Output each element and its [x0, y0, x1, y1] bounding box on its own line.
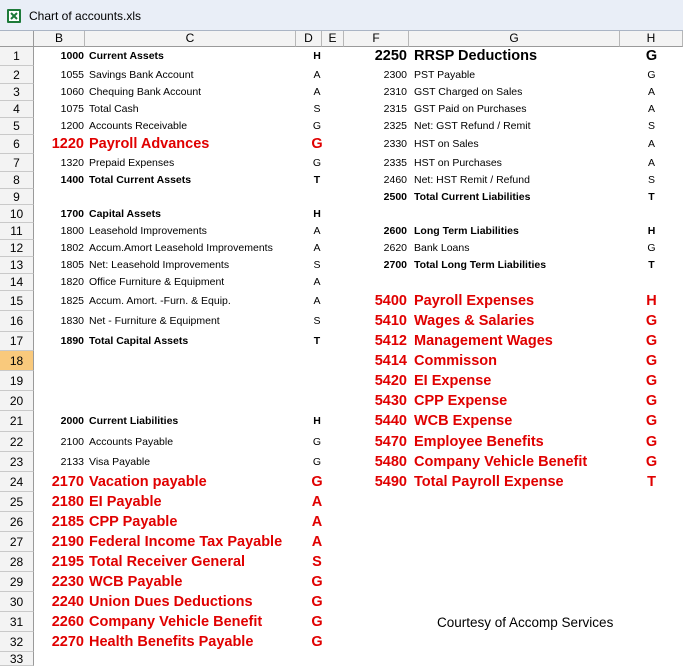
right_accounts-type-cell[interactable]: T [648, 259, 655, 271]
row-header-12[interactable]: 12 [0, 240, 34, 257]
column-header-g[interactable]: G [409, 31, 620, 47]
row-header-9[interactable]: 9 [0, 189, 34, 205]
row-header-10[interactable]: 10 [0, 205, 34, 223]
right_accounts-code-cell[interactable]: 5420 [374, 373, 407, 389]
right_accounts-name-cell[interactable]: PST Payable [414, 69, 476, 81]
row-header-28[interactable]: 28 [0, 552, 34, 572]
right_accounts-name-cell[interactable]: Management Wages [414, 333, 553, 349]
left_accounts-code-cell[interactable]: 1060 [60, 86, 84, 98]
left_accounts-name-cell[interactable]: Chequing Bank Account [89, 86, 202, 98]
left_accounts-type-cell[interactable]: A [311, 514, 323, 530]
left_accounts-type-cell[interactable]: A [313, 242, 321, 254]
column-header-b[interactable]: B [34, 31, 85, 47]
left_accounts-type-cell[interactable]: G [312, 436, 322, 448]
row-header-26[interactable]: 26 [0, 512, 34, 532]
left_accounts-code-cell[interactable]: 2180 [51, 494, 84, 510]
left_accounts-type-cell[interactable]: S [312, 554, 322, 570]
left_accounts-name-cell[interactable]: Office Furniture & Equipment [89, 276, 225, 288]
right_accounts-name-cell[interactable]: Wages & Salaries [414, 313, 535, 329]
right_accounts-type-cell[interactable]: S [647, 120, 655, 132]
left_accounts-code-cell[interactable]: 2260 [51, 614, 84, 630]
row-header-29[interactable]: 29 [0, 572, 34, 592]
left_accounts-code-cell[interactable]: 2240 [51, 594, 84, 610]
left_accounts-name-cell[interactable]: Current Assets [89, 50, 164, 62]
row-header-17[interactable]: 17 [0, 332, 34, 351]
row-header-22[interactable]: 22 [0, 432, 34, 452]
right_accounts-name-cell[interactable]: CPP Expense [414, 393, 508, 409]
row-header-1[interactable]: 1 [0, 47, 34, 66]
column-header-e[interactable]: E [322, 31, 344, 47]
right_accounts-code-cell[interactable]: 5430 [374, 393, 407, 409]
right_accounts-name-cell[interactable]: EI Expense [414, 373, 492, 389]
left_accounts-type-cell[interactable]: A [311, 534, 323, 550]
left_accounts-name-cell[interactable]: Total Receiver General [89, 554, 246, 570]
right_accounts-type-cell[interactable]: G [645, 434, 658, 450]
right_accounts-code-cell[interactable]: 2460 [383, 174, 407, 186]
right_accounts-name-cell[interactable]: HST on Purchases [414, 157, 502, 169]
left_accounts-code-cell[interactable]: 2000 [60, 415, 84, 427]
left_accounts-code-cell[interactable]: 1700 [60, 208, 84, 220]
right_accounts-type-cell[interactable]: G [645, 48, 658, 64]
right_accounts-name-cell[interactable]: RRSP Deductions [414, 48, 538, 64]
left_accounts-name-cell[interactable]: Leasehold Improvements [89, 225, 207, 237]
left_accounts-name-cell[interactable]: Accum.Amort Leasehold Improvements [89, 242, 273, 254]
row-header-6[interactable]: 6 [0, 135, 34, 154]
right_accounts-name-cell[interactable]: Employee Benefits [414, 434, 544, 450]
right_accounts-code-cell[interactable]: 2310 [383, 86, 407, 98]
credit-text: Courtesy of Accomp Services [437, 615, 614, 630]
left_accounts-type-cell[interactable]: G [311, 136, 323, 152]
right_accounts-name-cell[interactable]: WCB Expense [414, 413, 513, 429]
left_accounts-type-cell[interactable]: A [311, 494, 323, 510]
left_accounts-type-cell[interactable]: G [312, 456, 322, 468]
row-header-33[interactable]: 33 [0, 652, 34, 666]
right_accounts-code-cell[interactable]: 2335 [383, 157, 407, 169]
left_accounts-code-cell[interactable]: 2100 [60, 436, 84, 448]
left_accounts-type-cell[interactable]: T [313, 174, 321, 186]
left_accounts-name-cell[interactable]: Federal Income Tax Payable [89, 534, 283, 550]
right_accounts-code-cell[interactable]: 5400 [374, 293, 407, 309]
right_accounts-name-cell[interactable]: HST on Sales [414, 138, 479, 150]
row-header-15[interactable]: 15 [0, 291, 34, 311]
excel-file-icon [6, 8, 22, 24]
left_accounts-code-cell[interactable]: 1800 [60, 225, 84, 237]
row-header-21[interactable]: 21 [0, 411, 34, 432]
right_accounts-code-cell[interactable]: 5412 [374, 333, 407, 349]
right_accounts-code-cell[interactable]: 2620 [383, 242, 407, 254]
row-header-14[interactable]: 14 [0, 274, 34, 291]
window-title: Chart of accounts.xls [29, 9, 142, 23]
left_accounts-name-cell[interactable]: Prepaid Expenses [89, 157, 175, 169]
left_accounts-code-cell[interactable]: 1000 [60, 50, 84, 62]
right_accounts-type-cell[interactable]: S [647, 174, 655, 186]
left_accounts-name-cell[interactable]: CPP Payable [89, 514, 178, 530]
left_accounts-name-cell[interactable]: Company Vehicle Benefit [89, 614, 263, 630]
left_accounts-type-cell[interactable]: G [311, 574, 323, 590]
left_accounts-type-cell[interactable]: H [313, 415, 321, 427]
row-header-30[interactable]: 30 [0, 592, 34, 612]
right_accounts-type-cell[interactable]: A [647, 157, 655, 169]
left_accounts-code-cell[interactable]: 1802 [60, 242, 84, 254]
left_accounts-type-cell[interactable]: S [313, 259, 321, 271]
right_accounts-code-cell[interactable]: 2315 [383, 103, 407, 115]
select-all-corner[interactable] [0, 31, 34, 47]
column-header-c[interactable]: C [85, 31, 296, 47]
right_accounts-type-cell[interactable]: T [647, 474, 656, 490]
left_accounts-code-cell[interactable]: 1055 [60, 69, 84, 81]
row-header-11[interactable]: 11 [0, 223, 34, 240]
left_accounts-type-cell[interactable]: H [313, 208, 321, 220]
row-header-8[interactable]: 8 [0, 172, 34, 189]
row-header-24[interactable]: 24 [0, 472, 34, 492]
left_accounts-code-cell[interactable]: 1400 [60, 174, 84, 186]
right_accounts-name-cell[interactable]: GST Charged on Sales [414, 86, 523, 98]
row-header-2[interactable]: 2 [0, 66, 34, 84]
left_accounts-name-cell[interactable]: Visa Payable [89, 456, 151, 468]
right_accounts-name-cell[interactable]: Net: HST Remit / Refund [414, 174, 530, 186]
right_accounts-code-cell[interactable]: 2300 [383, 69, 407, 81]
left_accounts-type-cell[interactable]: S [313, 315, 321, 327]
left_accounts-code-cell[interactable]: 2190 [51, 534, 84, 550]
left_accounts-name-cell[interactable]: EI Payable [89, 494, 162, 510]
right_accounts-code-cell[interactable]: 2500 [383, 191, 407, 203]
left_accounts-code-cell[interactable]: 1830 [60, 315, 84, 327]
row-header-27[interactable]: 27 [0, 532, 34, 552]
left_accounts-type-cell[interactable]: A [313, 86, 321, 98]
row-header-25[interactable]: 25 [0, 492, 34, 512]
right_accounts-type-cell[interactable]: G [647, 69, 656, 81]
right_accounts-type-cell[interactable]: G [645, 333, 658, 349]
left_accounts-code-cell[interactable]: 2185 [51, 514, 84, 530]
left_accounts-name-cell[interactable]: Health Benefits Payable [89, 634, 254, 650]
left_accounts-name-cell[interactable]: Current Liabilities [89, 415, 179, 427]
left_accounts-name-cell[interactable]: Accounts Payable [89, 436, 174, 448]
right_accounts-code-cell[interactable]: 5410 [374, 313, 407, 329]
left_accounts-name-cell[interactable]: Total Current Assets [89, 174, 192, 186]
left_accounts-code-cell[interactable]: 1075 [60, 103, 84, 115]
right_accounts-type-cell[interactable]: G [645, 393, 658, 409]
column-header-f[interactable]: F [344, 31, 409, 47]
right_accounts-type-cell[interactable]: H [647, 225, 656, 237]
right_accounts-type-cell[interactable]: G [645, 313, 658, 329]
row-header-31[interactable]: 31 [0, 612, 34, 632]
left_accounts-name-cell[interactable]: Accounts Receivable [89, 120, 188, 132]
left_accounts-code-cell[interactable]: 1820 [60, 276, 84, 288]
left_accounts-name-cell[interactable]: WCB Payable [89, 574, 183, 590]
right_accounts-name-cell[interactable]: Total Payroll Expense [414, 474, 564, 490]
left_accounts-code-cell[interactable]: 1805 [60, 259, 84, 271]
right_accounts-name-cell[interactable]: Bank Loans [414, 242, 470, 254]
row-header-23[interactable]: 23 [0, 452, 34, 472]
row-header-20[interactable]: 20 [0, 391, 34, 411]
left_accounts-name-cell[interactable]: Total Cash [89, 103, 139, 115]
left_accounts-type-cell[interactable]: G [311, 634, 323, 650]
left_accounts-type-cell[interactable]: G [312, 120, 322, 132]
right_accounts-type-cell[interactable]: H [646, 293, 657, 309]
left_accounts-type-cell[interactable]: A [313, 69, 321, 81]
row-header-18[interactable]: 18 [0, 351, 34, 371]
left_accounts-type-cell[interactable]: T [313, 335, 321, 347]
right_accounts-name-cell[interactable]: Payroll Expenses [414, 293, 535, 309]
left_accounts-type-cell[interactable]: A [313, 276, 321, 288]
row-header-19[interactable]: 19 [0, 371, 34, 391]
window-titlebar [0, 0, 683, 31]
left_accounts-code-cell[interactable]: 1890 [60, 335, 84, 347]
left_accounts-name-cell[interactable]: Savings Bank Account [89, 69, 194, 81]
left_accounts-type-cell[interactable]: G [311, 474, 323, 490]
left_accounts-type-cell[interactable]: A [313, 225, 321, 237]
row-header-32[interactable]: 32 [0, 632, 34, 652]
right_accounts-code-cell[interactable]: 2600 [383, 225, 407, 237]
row-header-5[interactable]: 5 [0, 118, 34, 135]
right_accounts-code-cell[interactable]: 5470 [374, 434, 407, 450]
column-header-d[interactable]: D [296, 31, 322, 47]
right_accounts-name-cell[interactable]: Long Term Liabilities [414, 225, 519, 237]
left_accounts-name-cell[interactable]: Union Dues Deductions [89, 594, 253, 610]
right_accounts-type-cell[interactable]: A [647, 86, 655, 98]
left_accounts-type-cell[interactable]: H [313, 50, 321, 62]
right_accounts-name-cell[interactable]: Commisson [414, 353, 497, 369]
right_accounts-code-cell[interactable]: 5480 [374, 454, 407, 470]
left_accounts-code-cell[interactable]: 2170 [51, 474, 84, 490]
right_accounts-name-cell[interactable]: Total Current Liabilities [414, 191, 531, 203]
left_accounts-code-cell[interactable]: 2133 [60, 456, 84, 468]
right_accounts-code-cell[interactable]: 2330 [383, 138, 407, 150]
column-header-h[interactable]: H [620, 31, 683, 47]
left_accounts-code-cell[interactable]: 1200 [60, 120, 84, 132]
right_accounts-type-cell[interactable]: G [645, 413, 658, 429]
left_accounts-name-cell[interactable]: Vacation payable [89, 474, 207, 490]
right_accounts-code-cell[interactable]: 2250 [374, 48, 407, 64]
right_accounts-type-cell[interactable]: A [647, 138, 655, 150]
left_accounts-name-cell[interactable]: Payroll Advances [89, 136, 210, 152]
row-header-7[interactable]: 7 [0, 154, 34, 172]
right_accounts-type-cell[interactable]: G [645, 353, 658, 369]
left_accounts-type-cell[interactable]: A [313, 295, 321, 307]
right_accounts-code-cell[interactable]: 5490 [374, 474, 407, 490]
left_accounts-type-cell[interactable]: S [313, 103, 321, 115]
right_accounts-code-cell[interactable]: 2700 [383, 259, 407, 271]
left_accounts-type-cell[interactable]: G [311, 614, 323, 630]
left_accounts-name-cell[interactable]: Accum. Amort. -Furn. & Equip. [89, 295, 231, 307]
row-header-16[interactable]: 16 [0, 311, 34, 332]
left_accounts-code-cell[interactable]: 1825 [60, 295, 84, 307]
left_accounts-code-cell[interactable]: 1220 [51, 136, 84, 152]
right_accounts-type-cell[interactable]: G [645, 373, 658, 389]
left_accounts-name-cell[interactable]: Capital Assets [89, 208, 161, 220]
left_accounts-code-cell[interactable]: 2270 [51, 634, 84, 650]
left_accounts-type-cell[interactable]: G [312, 157, 322, 169]
left_accounts-code-cell[interactable]: 2195 [51, 554, 84, 570]
right_accounts-type-cell[interactable]: G [645, 454, 658, 470]
right_accounts-name-cell[interactable]: Total Long Term Liabilities [414, 259, 547, 271]
left_accounts-name-cell[interactable]: Net: Leasehold Improvements [89, 259, 230, 271]
right_accounts-name-cell[interactable]: Company Vehicle Benefit [414, 454, 588, 470]
right_accounts-name-cell[interactable]: GST Paid on Purchases [414, 103, 527, 115]
row-header-3[interactable]: 3 [0, 84, 34, 101]
row-header-13[interactable]: 13 [0, 257, 34, 274]
right_accounts-name-cell[interactable]: Net: GST Refund / Remit [414, 120, 531, 132]
left_accounts-code-cell[interactable]: 1320 [60, 157, 84, 169]
left_accounts-name-cell[interactable]: Total Capital Assets [89, 335, 189, 347]
right_accounts-type-cell[interactable]: A [647, 103, 655, 115]
left_accounts-code-cell[interactable]: 2230 [51, 574, 84, 590]
right_accounts-code-cell[interactable]: 5440 [374, 413, 407, 429]
row-header-4[interactable]: 4 [0, 101, 34, 118]
left_accounts-type-cell[interactable]: G [311, 594, 323, 610]
right_accounts-type-cell[interactable]: T [648, 191, 655, 203]
right_accounts-type-cell[interactable]: G [647, 242, 656, 254]
right_accounts-code-cell[interactable]: 5414 [374, 353, 407, 369]
right_accounts-code-cell[interactable]: 2325 [383, 120, 407, 132]
left_accounts-name-cell[interactable]: Net - Furniture & Equipment [89, 315, 220, 327]
